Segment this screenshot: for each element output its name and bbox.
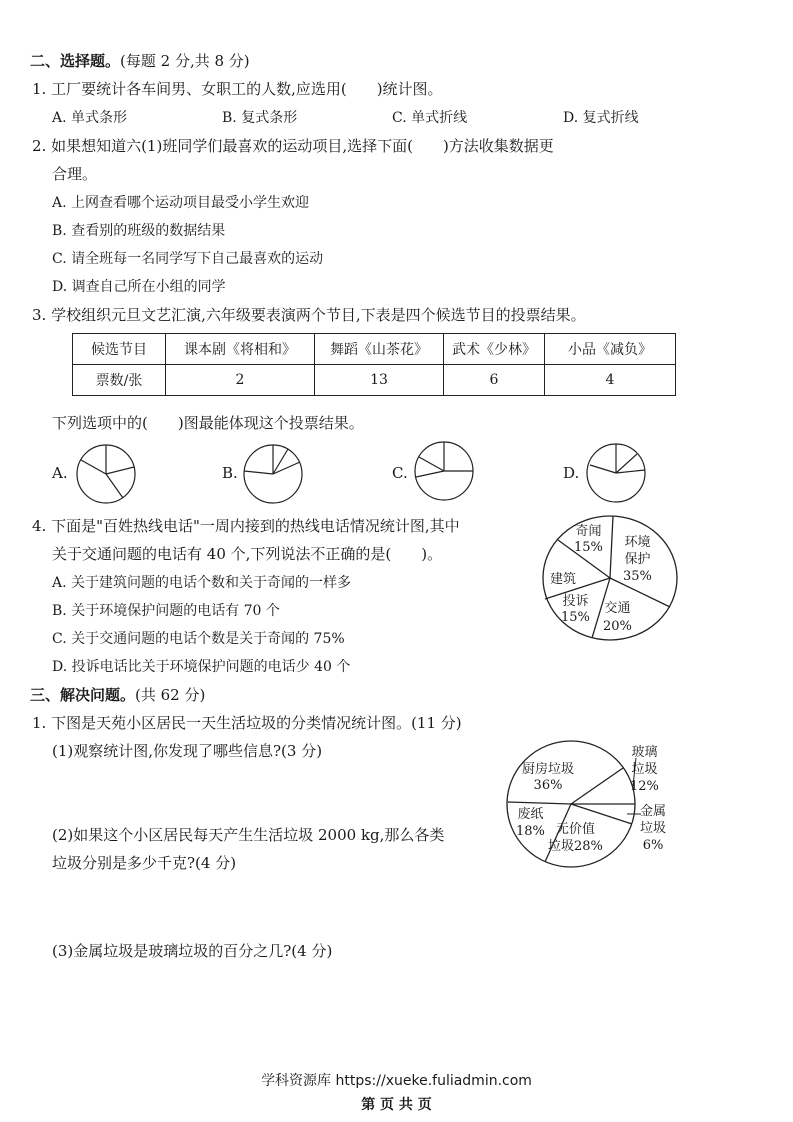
q4-option-b: B. 关于环境保护问题的电话有 70 个 — [52, 603, 280, 619]
label-text: 无价值 — [555, 822, 595, 837]
label-text: 垃圾 — [640, 821, 667, 836]
vote-table-row — [73, 365, 676, 396]
choice-c-label: C. — [392, 464, 408, 482]
q1-option-b: B. 复式条形 — [222, 110, 298, 126]
table-cell: 13 — [315, 365, 444, 396]
q2-option-b: B. 查看别的班级的数据结果 — [52, 223, 226, 239]
label-text: 玻璃 — [631, 745, 658, 760]
table-header-cell: 武术《少林》 — [444, 334, 545, 365]
section-3-title: 三、解决问题。 — [30, 686, 136, 704]
table-cell: 6 — [444, 365, 545, 396]
choice-c-pie — [413, 440, 475, 502]
section-3-heading — [30, 684, 205, 705]
slice-divider — [571, 768, 623, 804]
choice-d-label: D. — [563, 464, 580, 482]
choice-b-pie — [242, 443, 304, 505]
slice-label-build: 建筑 — [550, 572, 577, 587]
label-pct: 12% — [630, 779, 659, 794]
table-cell: 2 — [166, 365, 315, 396]
footer-site: 学科资源库 https://xueke.fuliadmin.com — [261, 1073, 532, 1089]
section-2-note: (每题 2 分,共 8 分) — [120, 52, 250, 70]
q1-option-a: A. 单式条形 — [52, 110, 128, 126]
slice-label-kitchen — [522, 762, 574, 794]
slice-label-env — [623, 534, 652, 585]
slice-label-complain — [561, 594, 590, 626]
problem-1: 1. 下图是天苑小区居民一天生活垃圾的分类情况统计图。(11 分) — [32, 714, 462, 732]
q4-option-d: D. 投诉电话比关于环境保护问题的电话少 40 个 — [52, 659, 351, 675]
slice-label-metal — [640, 803, 666, 854]
problem-1-sub2-line2: 垃圾分别是多少千克?(4 分) — [52, 854, 237, 872]
label-text: 垃圾28% — [548, 839, 603, 854]
q2-option-a: A. 上网查看哪个运动项目最受小学生欢迎 — [52, 195, 310, 211]
vote-table — [72, 333, 676, 396]
table-cell: 票数/张 — [73, 365, 166, 396]
label-text: 厨房垃圾 — [522, 762, 575, 777]
vote-table-header-row — [73, 334, 676, 365]
question-4-line2: 关于交通问题的电话有 40 个,下列说法不正确的是( )。 — [52, 545, 443, 563]
choice-a-label: A. — [52, 464, 68, 482]
label-pct: 36% — [533, 778, 563, 793]
slice-divider — [508, 802, 571, 804]
problem-1-sub3: (3)金属垃圾是玻璃垃圾的百分之几?(4 分) — [52, 942, 333, 960]
q2-option-d: D. 调查自己所在小组的同学 — [52, 279, 226, 295]
label-text: 保护 — [624, 552, 651, 567]
q2-option-c: C. 请全班每一名同学写下自己最喜欢的运动 — [52, 251, 324, 267]
section-3-note: (共 62 分) — [135, 686, 206, 704]
label-pct: 15% — [561, 610, 590, 625]
q4-option-c: C. 关于交通问题的电话个数是关于奇闻的 75% — [52, 631, 345, 647]
choice-d-pie — [585, 442, 647, 504]
question-4-line1: 4. 下面是"百姓热线电话"一周内接到的热线电话情况统计图,其中 — [32, 517, 460, 535]
label-pct: 6% — [642, 838, 664, 853]
footer-page: 第 页 共 页 — [361, 1097, 432, 1113]
question-2-line1: 2. 如果想知道六(1)班同学们最喜欢的运动项目,选择下面( )方法收集数据更 — [32, 137, 554, 155]
label-pct: 35% — [623, 569, 652, 584]
label-text: 垃圾 — [631, 762, 658, 777]
slice-divider — [610, 516, 613, 578]
slice-label-odd — [574, 524, 603, 556]
slice-label-glass — [630, 744, 659, 795]
choice-a-pie — [75, 443, 137, 505]
problem-1-sub2-line1: (2)如果这个小区居民每天产生生活垃圾 2000 kg,那么各类 — [52, 826, 445, 844]
label-text: 奇闻 — [575, 524, 602, 539]
question-1: 1. 工厂要统计各车间男、女职工的人数,应选用( )统计图。 — [32, 80, 443, 98]
problem-1-sub1: (1)观察统计图,你发现了哪些信息?(3 分) — [52, 742, 323, 760]
label-text: 废纸 — [517, 807, 544, 822]
section-2-title: 二、选择题。 — [30, 52, 121, 70]
label-pct: 20% — [603, 619, 632, 634]
section-2-heading — [30, 50, 250, 71]
q1-option-d: D. 复式折线 — [563, 110, 639, 126]
table-cell: 4 — [545, 365, 676, 396]
table-header-cell: 候选节目 — [73, 334, 166, 365]
q4-option-a: A. 关于建筑问题的电话个数和关于奇闻的一样多 — [52, 575, 352, 591]
table-header-cell: 课本剧《将相和》 — [166, 334, 315, 365]
label-text: 投诉 — [562, 594, 589, 609]
label-text: 金属 — [640, 804, 667, 819]
label-pct: 18% — [516, 824, 545, 839]
q1-option-c: C. 单式折线 — [392, 110, 468, 126]
slice-label-paper — [516, 806, 545, 840]
question-3: 3. 学校组织元旦文艺汇演,六年级要表演两个节目,下表是四个候选节目的投票结果。 — [32, 306, 586, 324]
slice-label-traffic — [603, 600, 632, 636]
table-header-cell: 舞蹈《山茶花》 — [315, 334, 444, 365]
question-2-line2: 合理。 — [52, 165, 98, 183]
label-pct: 15% — [574, 540, 603, 555]
question-3-prompt: 下列选项中的( )图最能体现这个投票结果。 — [52, 414, 364, 432]
slice-label-useless — [548, 821, 603, 855]
label-text: 交通 — [604, 601, 631, 616]
table-header-cell: 小品《减负》 — [545, 334, 676, 365]
choice-b-label: B. — [222, 464, 238, 482]
label-text: 环境 — [624, 535, 651, 550]
